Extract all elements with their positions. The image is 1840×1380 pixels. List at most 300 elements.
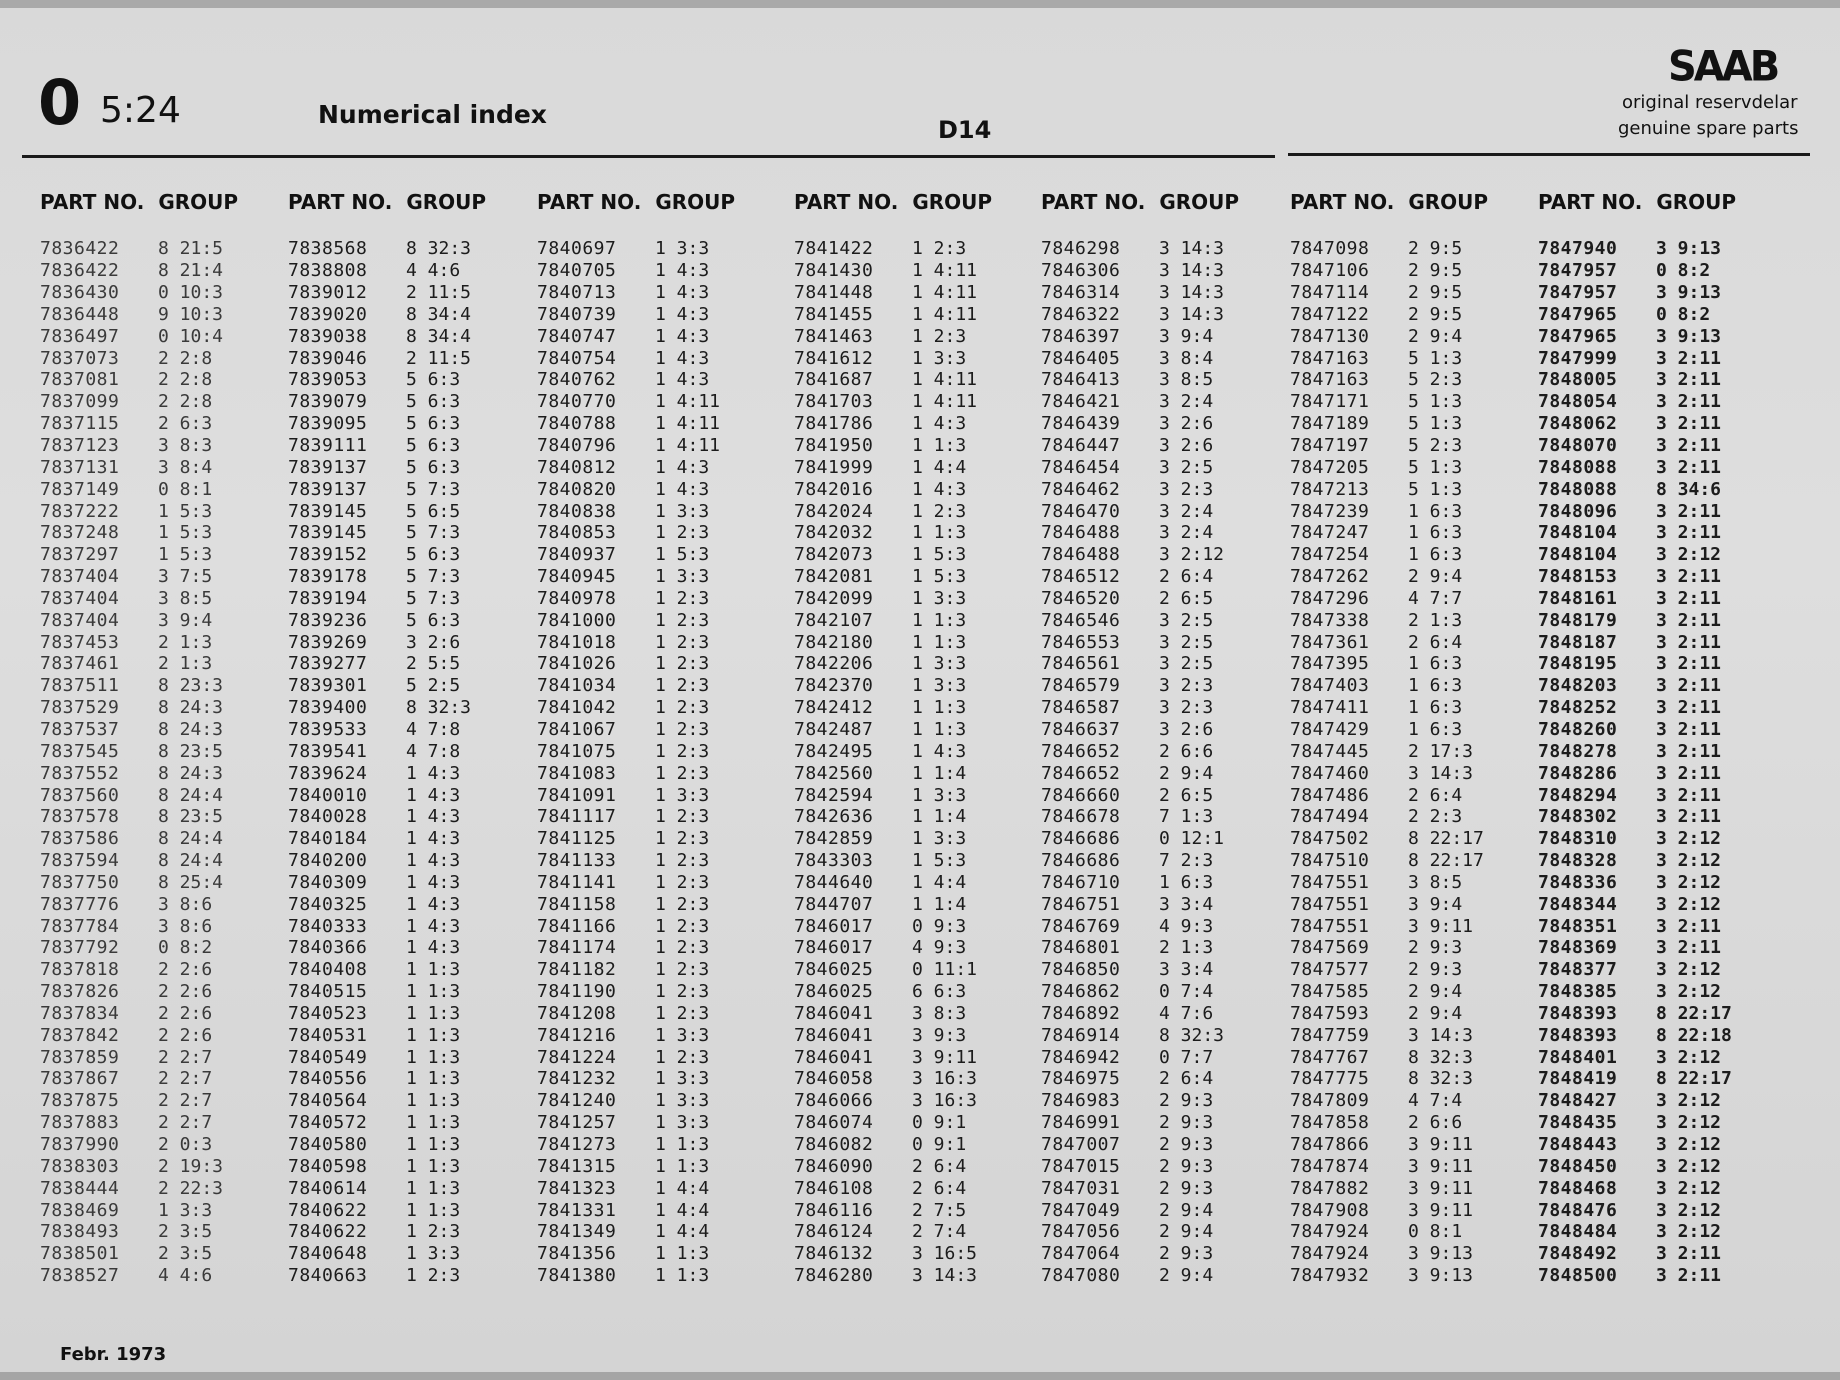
part-number: 7842081 — [794, 566, 874, 588]
part-number: 7847213 — [1290, 478, 1370, 500]
part-number: 7837537 — [40, 718, 120, 740]
table-row — [794, 740, 1022, 762]
table-row — [1290, 631, 1518, 653]
table-row — [537, 478, 765, 500]
part-number: 7848161 — [1538, 587, 1618, 609]
table-row — [288, 391, 516, 413]
part-number: 7839277 — [288, 653, 368, 675]
group-code: 1 2:3 — [655, 522, 710, 544]
part-number: 7846306 — [1041, 260, 1121, 282]
table-row — [537, 588, 765, 610]
table-row — [1538, 304, 1766, 326]
part-number: 7839020 — [288, 303, 368, 325]
table-row — [288, 697, 516, 719]
part-number: 7841166 — [537, 915, 617, 937]
group-code: 1 2:3 — [655, 959, 710, 981]
table-row — [794, 1090, 1022, 1112]
group-code: 1 3:3 — [655, 566, 710, 588]
part-number: 7847296 — [1290, 587, 1370, 609]
group-code: 8 24:4 — [158, 850, 224, 872]
group-code: 2 1:3 — [158, 631, 213, 653]
group-code: 7 1:3 — [1159, 806, 1214, 828]
part-number: 7840937 — [537, 544, 617, 566]
group-code: 8 32:3 — [406, 697, 472, 719]
part-number: 7840366 — [288, 937, 368, 959]
table-row — [1538, 1134, 1766, 1156]
part-number: 7841349 — [537, 1221, 617, 1243]
table-row — [537, 1177, 765, 1199]
table-row — [1041, 347, 1269, 369]
part-number: 7847114 — [1290, 282, 1370, 304]
group-code: 8 32:3 — [1408, 1046, 1474, 1068]
part-number: 7841455 — [794, 303, 874, 325]
part-number: 7837560 — [40, 784, 120, 806]
table-row — [288, 937, 516, 959]
saab-logo: SAAB — [1668, 42, 1778, 92]
group-code: 8 21:5 — [158, 238, 224, 260]
part-number: 7848351 — [1538, 915, 1618, 937]
group-code: 3 14:3 — [1408, 762, 1474, 784]
page-number: 5:24 — [100, 90, 181, 131]
group-code: 3 8:6 — [158, 893, 213, 915]
part-no-header: PART NO. — [40, 190, 145, 214]
table-row — [794, 325, 1022, 347]
group-code: 3 7:5 — [158, 566, 213, 588]
group-code: 5 7:3 — [406, 566, 461, 588]
group-code: 3 2:11 — [1656, 435, 1722, 457]
table-row — [1041, 238, 1269, 260]
group-code: 1 6:3 — [1408, 675, 1463, 697]
table-row — [1290, 1199, 1518, 1221]
column-header — [1041, 190, 1269, 234]
table-row — [1538, 544, 1766, 566]
part-number: 7842412 — [794, 697, 874, 719]
part-number: 7846025 — [794, 959, 874, 981]
part-number: 7848179 — [1538, 609, 1618, 631]
table-row — [40, 1024, 268, 1046]
part-number: 7840739 — [537, 303, 617, 325]
column-header — [794, 190, 1022, 234]
group-code: 1 2:3 — [406, 1265, 461, 1287]
group-code: 1 1:3 — [912, 522, 967, 544]
table-row — [794, 347, 1022, 369]
group-code: 8 22:18 — [1656, 1024, 1732, 1046]
part-number: 7847585 — [1290, 981, 1370, 1003]
table-row — [1538, 1221, 1766, 1243]
group-code: 1 6:3 — [1408, 544, 1463, 566]
part-number: 7847569 — [1290, 937, 1370, 959]
group-code: 3 2:11 — [1656, 369, 1722, 391]
part-number: 7848492 — [1538, 1243, 1618, 1265]
table-row — [1290, 1046, 1518, 1068]
group-code: 1 4:3 — [406, 762, 461, 784]
group-code: 2 2:8 — [158, 347, 213, 369]
table-row — [1538, 609, 1766, 631]
table-row — [1290, 697, 1518, 719]
part-number: 7842487 — [794, 718, 874, 740]
group-code: 5 2:3 — [1408, 369, 1463, 391]
table-row — [1041, 325, 1269, 347]
group-code: 2 9:4 — [1408, 325, 1463, 347]
table-row — [794, 413, 1022, 435]
table-row — [288, 850, 516, 872]
table-row — [794, 981, 1022, 1003]
group-code: 3 2:11 — [1656, 806, 1722, 828]
group-code: 0 8:2 — [1656, 303, 1711, 325]
group-code: 1 1:4 — [912, 893, 967, 915]
group-code: 3 2:5 — [1159, 631, 1214, 653]
table-row — [1538, 391, 1766, 413]
part-number: 7847874 — [1290, 1155, 1370, 1177]
part-number: 7847932 — [1290, 1265, 1370, 1287]
table-row — [288, 871, 516, 893]
group-code: 1 1:3 — [406, 1002, 461, 1024]
part-number: 7836448 — [40, 303, 120, 325]
table-row — [1041, 893, 1269, 915]
table-row — [1290, 1024, 1518, 1046]
part-number: 7846454 — [1041, 456, 1121, 478]
group-code: 3 2:6 — [1159, 718, 1214, 740]
table-row — [40, 1003, 268, 1025]
column-header — [1290, 190, 1518, 234]
group-code: 8 24:3 — [158, 718, 224, 740]
group-code: 5 7:3 — [406, 587, 461, 609]
group-code: 5 1:3 — [1408, 456, 1463, 478]
group-code: 1 3:3 — [655, 784, 710, 806]
table-row — [1041, 566, 1269, 588]
table-row — [1290, 500, 1518, 522]
table-row — [40, 675, 268, 697]
table-row — [1538, 1068, 1766, 1090]
group-code: 1 4:11 — [912, 303, 978, 325]
part-number: 7841273 — [537, 1134, 617, 1156]
table-row — [794, 871, 1022, 893]
group-code: 2 9:4 — [1408, 1002, 1463, 1024]
part-number: 7841042 — [537, 697, 617, 719]
table-row — [1290, 1112, 1518, 1134]
table-row — [1538, 588, 1766, 610]
table-row — [794, 391, 1022, 413]
part-number: 7837123 — [40, 435, 120, 457]
table-row — [537, 1024, 765, 1046]
part-number: 7847767 — [1290, 1046, 1370, 1068]
group-code: 3 2:11 — [1656, 675, 1722, 697]
table-row — [1041, 413, 1269, 435]
part-number: 7837404 — [40, 566, 120, 588]
part-number: 7847098 — [1290, 238, 1370, 260]
part-number: 7840762 — [537, 369, 617, 391]
group-code: 1 2:3 — [406, 1221, 461, 1243]
table-row — [794, 304, 1022, 326]
group-code: 8 24:4 — [158, 828, 224, 850]
group-code: 3 2:12 — [1159, 544, 1225, 566]
group-header: GROUP — [1408, 190, 1489, 214]
group-code: 4 9:3 — [1159, 915, 1214, 937]
group-code: 1 2:3 — [655, 871, 710, 893]
part-number: 7848054 — [1538, 391, 1618, 413]
group-code: 3 8:4 — [158, 456, 213, 478]
part-number: 7841224 — [537, 1046, 617, 1068]
group-code: 8 21:4 — [158, 260, 224, 282]
index-column — [537, 190, 765, 1287]
group-code: 3 9:11 — [1408, 915, 1474, 937]
part-number: 7848419 — [1538, 1068, 1618, 1090]
group-code: 1 1:4 — [912, 762, 967, 784]
group-code: 2 6:4 — [1408, 784, 1463, 806]
group-code: 3 2:11 — [1656, 784, 1722, 806]
part-number: 7846678 — [1041, 806, 1121, 828]
table-row — [794, 1134, 1022, 1156]
part-number: 7840549 — [288, 1046, 368, 1068]
table-row — [288, 1265, 516, 1287]
table-row — [40, 871, 268, 893]
part-number: 7847858 — [1290, 1112, 1370, 1134]
header-rule-left — [22, 155, 1275, 158]
group-code: 2 9:4 — [1408, 566, 1463, 588]
group-code: 1 4:3 — [912, 740, 967, 762]
table-row — [1290, 784, 1518, 806]
table-row — [1290, 762, 1518, 784]
part-number: 7841075 — [537, 740, 617, 762]
group-code: 3 2:11 — [1656, 609, 1722, 631]
table-row — [1290, 544, 1518, 566]
table-row — [537, 304, 765, 326]
part-number: 7847999 — [1538, 347, 1618, 369]
table-row — [537, 915, 765, 937]
table-row — [288, 1243, 516, 1265]
group-code: 3 9:11 — [1408, 1134, 1474, 1156]
table-row — [1538, 456, 1766, 478]
group-code: 1 2:3 — [655, 653, 710, 675]
group-code: 2 2:6 — [158, 1024, 213, 1046]
table-row — [288, 325, 516, 347]
table-row — [288, 893, 516, 915]
part-number: 7837248 — [40, 522, 120, 544]
table-row — [794, 1003, 1022, 1025]
part-number: 7846892 — [1041, 1002, 1121, 1024]
group-code: 2 9:3 — [1159, 1134, 1214, 1156]
table-row — [537, 850, 765, 872]
group-code: 1 1:3 — [406, 1134, 461, 1156]
group-code: 8 24:3 — [158, 697, 224, 719]
table-row — [1041, 544, 1269, 566]
group-code: 1 1:3 — [655, 1155, 710, 1177]
table-row — [40, 806, 268, 828]
group-code: 1 2:3 — [655, 762, 710, 784]
table-row — [537, 893, 765, 915]
group-header: GROUP — [406, 190, 487, 214]
group-code: 4 7:7 — [1408, 587, 1463, 609]
table-row — [288, 1003, 516, 1025]
table-row — [40, 588, 268, 610]
part-number: 7841190 — [537, 981, 617, 1003]
part-no-header: PART NO. — [794, 190, 899, 214]
group-code: 5 1:3 — [1408, 347, 1463, 369]
table-row — [40, 1265, 268, 1287]
part-number: 7844640 — [794, 871, 874, 893]
table-row — [288, 1177, 516, 1199]
group-code: 1 2:3 — [655, 828, 710, 850]
part-number: 7839095 — [288, 413, 368, 435]
part-number: 7839145 — [288, 522, 368, 544]
group-code: 3 2:4 — [1159, 500, 1214, 522]
part-number: 7846991 — [1041, 1112, 1121, 1134]
group-code: 5 6:3 — [406, 456, 461, 478]
part-number: 7847924 — [1290, 1221, 1370, 1243]
group-code: 3 2:11 — [1656, 697, 1722, 719]
table-row — [1290, 740, 1518, 762]
part-number: 7848070 — [1538, 435, 1618, 457]
table-row — [40, 828, 268, 850]
table-row — [794, 784, 1022, 806]
table-row — [1538, 937, 1766, 959]
table-row — [1538, 1265, 1766, 1287]
table-row — [1290, 325, 1518, 347]
part-number: 7846074 — [794, 1112, 874, 1134]
part-number: 7841208 — [537, 1002, 617, 1024]
group-code: 4 4:6 — [158, 1265, 213, 1287]
group-code: 2 1:3 — [158, 653, 213, 675]
part-number: 7848260 — [1538, 718, 1618, 740]
group-code: 1 1:3 — [912, 631, 967, 653]
table-row — [537, 1068, 765, 1090]
group-code: 1 2:3 — [655, 587, 710, 609]
table-row — [1290, 981, 1518, 1003]
part-number: 7841331 — [537, 1199, 617, 1221]
part-number: 7847163 — [1290, 347, 1370, 369]
table-row — [1041, 1003, 1269, 1025]
part-number: 7847403 — [1290, 675, 1370, 697]
group-code: 1 6:3 — [1159, 871, 1214, 893]
group-code: 3 3:4 — [1159, 893, 1214, 915]
table-row — [794, 1155, 1022, 1177]
table-row — [288, 959, 516, 981]
part-number: 7840663 — [288, 1265, 368, 1287]
group-code: 2 2:7 — [158, 1090, 213, 1112]
table-row — [794, 1221, 1022, 1243]
table-row — [537, 1265, 765, 1287]
table-row — [288, 609, 516, 631]
group-code: 2 9:4 — [1159, 762, 1214, 784]
table-row — [1290, 850, 1518, 872]
group-code: 1 1:4 — [912, 806, 967, 828]
part-number: 7839236 — [288, 609, 368, 631]
table-row — [537, 456, 765, 478]
group-code: 2 2:6 — [158, 959, 213, 981]
group-code: 2 6:4 — [912, 1177, 967, 1199]
table-row — [537, 1112, 765, 1134]
group-code: 5 1:3 — [1408, 478, 1463, 500]
group-code: 1 2:3 — [912, 325, 967, 347]
group-header: GROUP — [1159, 190, 1240, 214]
part-number: 7840838 — [537, 500, 617, 522]
part-number: 7842560 — [794, 762, 874, 784]
table-row — [537, 697, 765, 719]
part-number: 7847106 — [1290, 260, 1370, 282]
group-code: 2 9:4 — [1159, 1265, 1214, 1287]
part-number: 7847445 — [1290, 740, 1370, 762]
group-code: 2 9:3 — [1408, 937, 1463, 959]
part-number: 7841125 — [537, 828, 617, 850]
part-number: 7841999 — [794, 456, 874, 478]
table-row — [40, 1090, 268, 1112]
group-code: 1 3:3 — [912, 653, 967, 675]
part-number: 7838444 — [40, 1177, 120, 1199]
part-number: 7847957 — [1538, 260, 1618, 282]
table-row — [40, 1046, 268, 1068]
table-row — [1041, 1265, 1269, 1287]
table-row — [1041, 1134, 1269, 1156]
table-row — [1538, 740, 1766, 762]
part-number: 7842370 — [794, 675, 874, 697]
table-row — [537, 500, 765, 522]
group-code: 1 4:3 — [406, 871, 461, 893]
table-row — [288, 806, 516, 828]
part-number: 7847957 — [1538, 282, 1618, 304]
part-number: 7846579 — [1041, 675, 1121, 697]
group-header: GROUP — [912, 190, 993, 214]
table-row — [1290, 1177, 1518, 1199]
part-number: 7837511 — [40, 675, 120, 697]
part-number: 7837115 — [40, 413, 120, 435]
group-code: 1 4:3 — [406, 893, 461, 915]
group-code: 0 8:2 — [158, 937, 213, 959]
table-row — [1041, 806, 1269, 828]
group-code: 0 10:3 — [158, 282, 224, 304]
part-number: 7846686 — [1041, 850, 1121, 872]
part-number: 7846914 — [1041, 1024, 1121, 1046]
group-code: 1 3:3 — [406, 1243, 461, 1265]
group-code: 2 7:4 — [912, 1221, 967, 1243]
table-row — [794, 719, 1022, 741]
table-row — [537, 566, 765, 588]
group-code: 1 6:3 — [1408, 522, 1463, 544]
table-row — [40, 959, 268, 981]
group-code: 3 2:3 — [1159, 697, 1214, 719]
group-code: 3 2:12 — [1656, 544, 1722, 566]
table-row — [288, 304, 516, 326]
table-row — [1290, 413, 1518, 435]
group-code: 5 6:5 — [406, 500, 461, 522]
group-code: 3 2:4 — [1159, 391, 1214, 413]
table-row — [288, 1112, 516, 1134]
part-number: 7846413 — [1041, 369, 1121, 391]
group-code: 2 6:4 — [912, 1155, 967, 1177]
part-number: 7840622 — [288, 1199, 368, 1221]
table-row — [1290, 260, 1518, 282]
part-number: 7848062 — [1538, 413, 1618, 435]
part-number: 7839301 — [288, 675, 368, 697]
group-code: 5 6:3 — [406, 435, 461, 457]
part-number: 7840184 — [288, 828, 368, 850]
table-row — [288, 238, 516, 260]
table-row — [537, 1221, 765, 1243]
column-header — [40, 190, 268, 234]
part-number: 7840945 — [537, 566, 617, 588]
table-row — [1041, 784, 1269, 806]
table-row — [40, 500, 268, 522]
group-header: GROUP — [158, 190, 239, 214]
part-number: 7847940 — [1538, 238, 1618, 260]
part-number: 7838568 — [288, 238, 368, 260]
part-number: 7839111 — [288, 435, 368, 457]
group-code: 1 5:3 — [158, 522, 213, 544]
part-number: 7841026 — [537, 653, 617, 675]
group-code: 3 16:3 — [912, 1068, 978, 1090]
part-number: 7842636 — [794, 806, 874, 828]
table-row — [288, 1155, 516, 1177]
part-number: 7847197 — [1290, 435, 1370, 457]
